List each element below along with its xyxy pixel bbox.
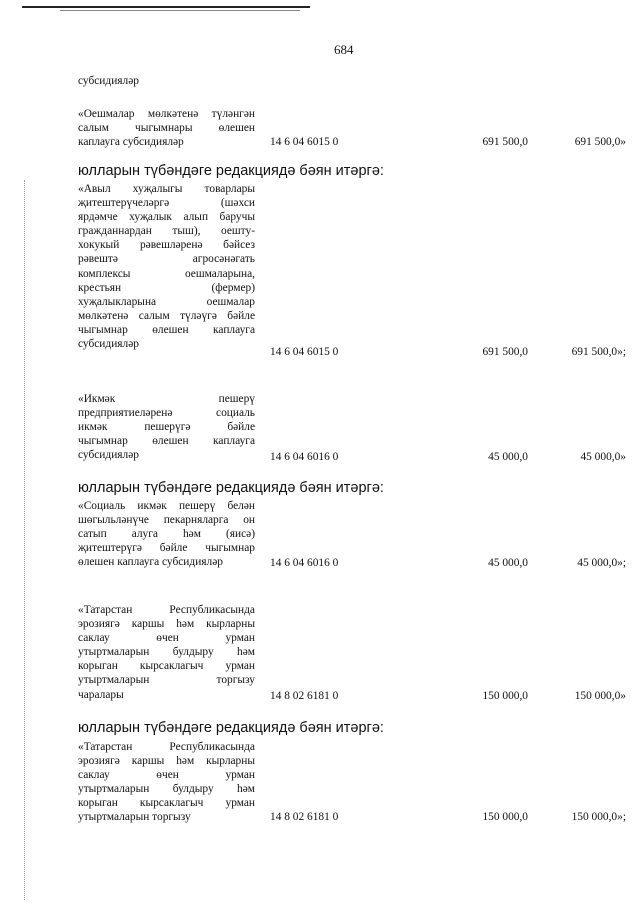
text-line: рәвештә агросәнәгать bbox=[78, 253, 255, 266]
budget-item-text bbox=[78, 392, 255, 462]
budget-item-text bbox=[78, 740, 255, 825]
text-line: хокукый рәвешләренә бәйсез bbox=[78, 239, 255, 252]
text-line: эрозиягә каршы һәм кырларны bbox=[78, 618, 255, 631]
budget-value-2: 150 000,0»; bbox=[571, 811, 626, 823]
budget-code: 14 8 02 6181 0 bbox=[270, 811, 339, 823]
text-line: эрозиягә каршы һәм кырларны bbox=[78, 755, 255, 768]
budget-value-2: 150 000,0» bbox=[574, 690, 626, 702]
text-line: җитештерүчеләргә (шәхси bbox=[78, 197, 255, 210]
text-line: чыгымнар өлешен каплауга bbox=[78, 323, 255, 336]
text-line: «Татарстан Республикасында bbox=[78, 741, 255, 753]
text-line: өлешен каплауга субсидияләр bbox=[78, 556, 223, 569]
text-line: хуҗалыкларына оешмалар bbox=[78, 295, 255, 308]
text-line: утыртмаларын торгызу bbox=[78, 811, 191, 824]
text-line: предприятиеләренә социаль bbox=[78, 407, 255, 420]
text-line: чаралары bbox=[78, 688, 124, 701]
budget-value-1: 691 500,0 bbox=[482, 136, 528, 148]
text-line: крестьян (фермер) bbox=[78, 281, 255, 294]
text-line: корыган кырсаклагыч урман bbox=[78, 660, 255, 673]
text-line: субсидияләр bbox=[78, 449, 139, 462]
text-line: икмәк пешерүгә бәйле bbox=[78, 421, 255, 434]
text-line: «Оешмалар мөлкәтенә түләнгән bbox=[78, 108, 255, 120]
text-line: каплауга субсидияләр bbox=[78, 136, 184, 149]
text-line: җитештерүгә бәйле чыгымнар bbox=[78, 542, 255, 555]
top-rule-thin bbox=[60, 10, 300, 11]
text-subsidies-tail: субсидияләр bbox=[78, 75, 139, 87]
budget-code: 14 6 04 6016 0 bbox=[270, 557, 339, 569]
text-line: ярдәмче хуҗалык алып баручы bbox=[78, 211, 255, 224]
budget-value-2: 45 000,0» bbox=[580, 451, 626, 463]
text-line: салым чыгымнары өлешен bbox=[78, 122, 255, 135]
top-rule bbox=[22, 6, 310, 8]
budget-code: 14 6 04 6015 0 bbox=[270, 136, 339, 148]
budget-value-2: 691 500,0»; bbox=[571, 346, 626, 358]
text-line: сатып алуга һәм (яисә) bbox=[78, 528, 255, 541]
budget-value-1: 150 000,0 bbox=[482, 690, 528, 702]
budget-value-2: 45 000,0»; bbox=[577, 557, 626, 569]
text-line: «Татарстан Республикасында bbox=[78, 604, 255, 616]
edit-heading: юлларын түбәндәге редакциядә бәян итәргә: bbox=[78, 163, 384, 179]
page-number: 684 bbox=[334, 42, 354, 57]
budget-item-text bbox=[78, 499, 255, 569]
text-line: утыртмаларын булдыру һәм bbox=[78, 783, 255, 796]
budget-item-text bbox=[78, 182, 255, 351]
budget-value-2: 691 500,0» bbox=[574, 136, 626, 148]
left-margin-rule bbox=[24, 180, 25, 900]
budget-value-1: 150 000,0 bbox=[482, 811, 528, 823]
text-line: саклау өчен урман bbox=[78, 769, 255, 782]
text-line: чыгымнар өлешен каплауга bbox=[78, 435, 255, 448]
text-line: корыган кырсаклагыч урман bbox=[78, 797, 255, 810]
text-line: «Авыл хуҗалыгы товарлары bbox=[78, 183, 255, 195]
text-line: комплексы оешмаларына, bbox=[78, 267, 255, 280]
budget-item-text bbox=[78, 603, 255, 702]
text-line: «Икмәк пешерү bbox=[78, 393, 255, 405]
budget-value-1: 45 000,0 bbox=[488, 557, 528, 569]
text-line: утыртмаларын торгызу bbox=[78, 674, 255, 687]
text-line: саклау өчен урман bbox=[78, 632, 255, 645]
text-line: «Социаль икмәк пешерү белән bbox=[78, 500, 255, 512]
text-line: гражданнардан тыш), оешту- bbox=[78, 225, 255, 238]
edit-heading: юлларын түбәндәге редакциядә бәян итәргә: bbox=[78, 720, 384, 736]
budget-code: 14 6 04 6015 0 bbox=[270, 346, 339, 358]
budget-item-text bbox=[78, 107, 255, 149]
text-line: мөлкәтенә салым түләүгә бәйле bbox=[78, 309, 255, 322]
budget-code: 14 6 04 6016 0 bbox=[270, 451, 339, 463]
budget-value-1: 691 500,0 bbox=[482, 346, 528, 358]
text-line: утыртмаларын булдыру һәм bbox=[78, 646, 255, 659]
text-line: субсидияләр bbox=[78, 338, 139, 351]
budget-code: 14 8 02 6181 0 bbox=[270, 690, 339, 702]
budget-value-1: 45 000,0 bbox=[488, 451, 528, 463]
text-line: шөгыльләнүче пекарняларга он bbox=[78, 514, 255, 527]
edit-heading: юлларын түбәндәге редакциядә бәян итәргә: bbox=[78, 480, 384, 496]
